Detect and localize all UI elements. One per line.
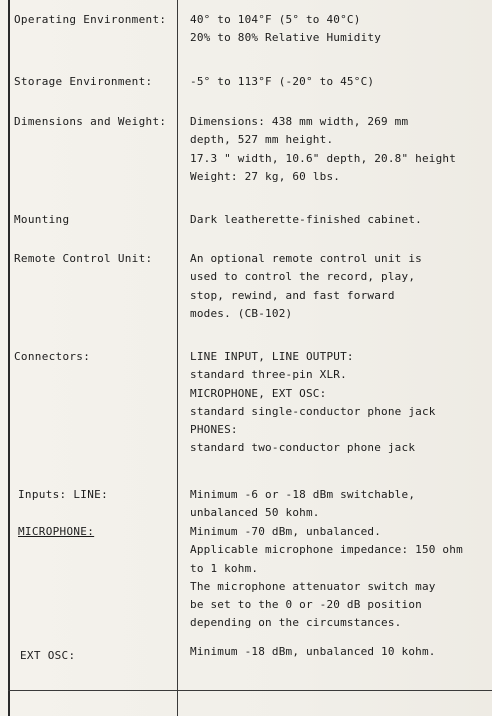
spec-label-remote-control-unit: Remote Control Unit: (14, 252, 153, 265)
left-border-rule (8, 0, 10, 716)
spec-line: depth, 527 mm height. (190, 133, 334, 147)
spec-line: 40° to 104°F (5° to 40°C) (190, 13, 361, 26)
spec-value-dimensions-weight (190, 113, 456, 186)
spec-line: unbalanced 50 kohm. (190, 506, 320, 520)
spec-label-mounting: Mounting (14, 213, 70, 226)
spec-label-connectors: Connectors: (14, 350, 91, 363)
spec-line: 20% to 80% Relative Humidity (190, 31, 382, 45)
spec-line: Minimum -70 dBm, unbalanced. (190, 525, 382, 538)
spec-line: to 1 kohm. (190, 561, 259, 575)
spec-value-connectors (190, 348, 436, 458)
spec-label-operating-environment: Operating Environment: (14, 13, 167, 26)
spec-value-inputs-line (190, 486, 415, 523)
spec-line: standard three-pin XLR. (190, 368, 347, 382)
spec-line: The microphone attenuator switch may (190, 579, 436, 593)
spec-label-ext-osc: EXT OSC: (20, 649, 76, 662)
spec-line: Minimum -6 or -18 dBm switchable, (190, 488, 416, 501)
spec-line: -5° to 113°F (-20° to 45°C) (190, 75, 375, 88)
spec-line: Dark leatherette-finished cabinet. (190, 213, 422, 226)
spec-value-mounting (190, 211, 422, 229)
spec-label-inputs-line: Inputs: LINE: (18, 488, 108, 501)
spec-line: LINE INPUT, LINE OUTPUT: (190, 350, 354, 363)
spec-line: MICROPHONE, EXT OSC: (190, 386, 327, 400)
spec-line: Weight: 27 kg, 60 lbs. (190, 169, 341, 183)
spec-line: used to control the record, play, (190, 270, 416, 284)
spec-line: standard two-conductor phone jack (190, 441, 416, 455)
spec-label-microphone: MICROPHONE: (18, 525, 95, 538)
column-divider-rule (177, 0, 178, 716)
spec-line: depending on the circumstances. (190, 616, 402, 630)
spec-line: be set to the 0 or -20 dB position (190, 598, 422, 612)
spec-value-remote-control-unit (190, 250, 422, 323)
spec-line: PHONES: (190, 423, 238, 437)
spec-line: stop, rewind, and fast forward (190, 288, 395, 302)
spec-line: modes. (CB-102) (190, 306, 293, 320)
bottom-border-rule (8, 690, 492, 691)
spec-line: 17.3 " width, 10.6" depth, 20.8" height (190, 151, 457, 165)
spec-line: Minimum -18 dBm, unbalanced 10 kohm. (190, 645, 436, 658)
spec-line: Dimensions: 438 mm width, 269 mm (190, 115, 409, 128)
spec-value-storage-environment (190, 73, 374, 91)
spec-value-operating-environment (190, 11, 381, 48)
spec-value-ext-osc (190, 643, 436, 661)
spec-line: standard single-conductor phone jack (190, 404, 436, 418)
spec-label-dimensions-weight: Dimensions and Weight: (14, 115, 167, 128)
spec-value-microphone (190, 523, 463, 633)
spec-label-storage-environment: Storage Environment: (14, 75, 153, 88)
spec-line: Applicable microphone impedance: 150 ohm (190, 543, 463, 557)
spec-line: An optional remote control unit is (190, 252, 422, 265)
